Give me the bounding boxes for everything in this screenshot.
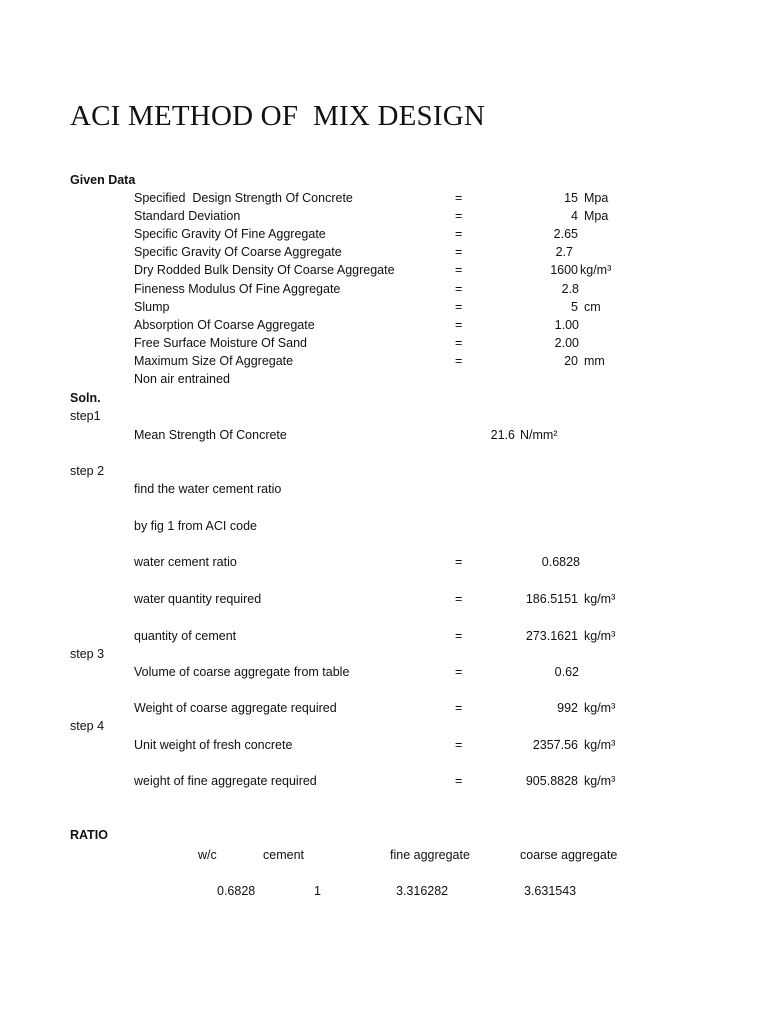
step1-label: step1 bbox=[70, 409, 101, 423]
given-unit: mm bbox=[584, 354, 605, 368]
equals-sign: = bbox=[455, 227, 463, 241]
equals-sign: = bbox=[455, 263, 463, 277]
calc-value: 2357.56 bbox=[532, 738, 578, 752]
equals-sign: = bbox=[455, 282, 463, 296]
equals-sign: = bbox=[455, 629, 463, 643]
given-label: Fineness Modulus Of Fine Aggregate bbox=[134, 282, 341, 296]
calc-unit: kg/m³ bbox=[584, 629, 616, 643]
calc-label: Volume of coarse aggregate from table bbox=[134, 665, 350, 679]
calc-value: 905.8828 bbox=[525, 774, 578, 788]
mean-strength-value: 21.6 bbox=[490, 428, 515, 442]
given-unit: kg/m³ bbox=[580, 263, 612, 277]
step2-label: step 2 bbox=[70, 464, 105, 478]
equals-sign: = bbox=[455, 774, 463, 788]
equals-sign: = bbox=[455, 555, 463, 569]
ratio-header-wc: w/c bbox=[198, 848, 217, 862]
solution-heading: Soln. bbox=[70, 391, 101, 405]
given-label: Specific Gravity Of Fine Aggregate bbox=[134, 227, 326, 241]
calc-value: 186.5151 bbox=[525, 592, 578, 606]
equals-sign: = bbox=[455, 592, 463, 606]
given-unit: Mpa bbox=[584, 209, 609, 223]
ratio-header-coarse-aggregate: coarse aggregate bbox=[520, 848, 618, 862]
given-label: Specified Design Strength Of Concrete bbox=[134, 191, 353, 205]
mean-strength-label: Mean Strength Of Concrete bbox=[134, 428, 287, 442]
calc-label: water cement ratio bbox=[134, 555, 237, 569]
given-value: 2.00 bbox=[554, 336, 579, 350]
calc-label: Unit weight of fresh concrete bbox=[134, 738, 293, 752]
given-label: Dry Rodded Bulk Density Of Coarse Aggregate bbox=[134, 263, 395, 277]
equals-sign: = bbox=[455, 354, 463, 368]
given-label: Standard Deviation bbox=[134, 209, 241, 223]
given-value: 2.7 bbox=[555, 245, 573, 259]
ratio-value-wc: 0.6828 bbox=[217, 884, 256, 898]
calc-unit: kg/m³ bbox=[584, 738, 616, 752]
given-data-heading: Given Data bbox=[70, 173, 136, 187]
given-label: Slump bbox=[134, 300, 170, 314]
calc-value: 0.62 bbox=[554, 665, 579, 679]
calc-unit: kg/m³ bbox=[584, 701, 616, 715]
mean-strength-unit: N/mm² bbox=[520, 428, 558, 442]
calc-label: Weight of coarse aggregate required bbox=[134, 701, 337, 715]
equals-sign: = bbox=[455, 191, 463, 205]
step3-label: step 3 bbox=[70, 647, 105, 661]
calc-label: water quantity required bbox=[134, 592, 262, 606]
ratio-heading: RATIO bbox=[70, 828, 108, 842]
given-label: Free Surface Moisture Of Sand bbox=[134, 336, 307, 350]
ratio-header-cement: cement bbox=[263, 848, 304, 862]
equals-sign: = bbox=[455, 738, 463, 752]
step4-label: step 4 bbox=[70, 719, 105, 733]
equals-sign: = bbox=[455, 665, 463, 679]
given-value: 2.65 bbox=[553, 227, 578, 241]
calc-label: quantity of cement bbox=[134, 629, 237, 643]
equals-sign: = bbox=[455, 701, 463, 715]
non-air-entrained-note: Non air entrained bbox=[134, 372, 230, 386]
calc-unit: kg/m³ bbox=[584, 774, 616, 788]
given-value: 1600 bbox=[550, 263, 578, 277]
equals-sign: = bbox=[455, 209, 463, 223]
given-label: Specific Gravity Of Coarse Aggregate bbox=[134, 245, 342, 259]
equals-sign: = bbox=[455, 300, 463, 314]
calc-value: 273.1621 bbox=[525, 629, 578, 643]
equals-sign: = bbox=[455, 336, 463, 350]
given-value: 15 bbox=[564, 191, 578, 205]
ratio-value-coarse-aggregate: 3.631543 bbox=[524, 884, 577, 898]
ratio-header-fine-aggregate: fine aggregate bbox=[390, 848, 470, 862]
calc-label: weight of fine aggregate required bbox=[134, 774, 317, 788]
given-unit: cm bbox=[584, 300, 601, 314]
given-unit: Mpa bbox=[584, 191, 609, 205]
calc-unit: kg/m³ bbox=[584, 592, 616, 606]
given-value: 4 bbox=[571, 209, 578, 223]
equals-sign: = bbox=[455, 245, 463, 259]
calc-value: 0.6828 bbox=[541, 555, 580, 569]
given-label: Absorption Of Coarse Aggregate bbox=[134, 318, 315, 332]
step2-note: by fig 1 from ACI code bbox=[134, 519, 257, 533]
given-value: 5 bbox=[571, 300, 578, 314]
calc-value: 992 bbox=[557, 701, 578, 715]
ratio-value-cement: 1 bbox=[314, 884, 321, 898]
page-title: ACI METHOD OF MIX DESIGN bbox=[70, 100, 486, 132]
given-value: 2.8 bbox=[561, 282, 579, 296]
equals-sign: = bbox=[455, 318, 463, 332]
given-value: 20 bbox=[564, 354, 578, 368]
given-value: 1.00 bbox=[554, 318, 579, 332]
ratio-value-fine-aggregate: 3.316282 bbox=[396, 884, 449, 898]
step2-note: find the water cement ratio bbox=[134, 482, 282, 496]
given-label: Maximum Size Of Aggregate bbox=[134, 354, 294, 368]
